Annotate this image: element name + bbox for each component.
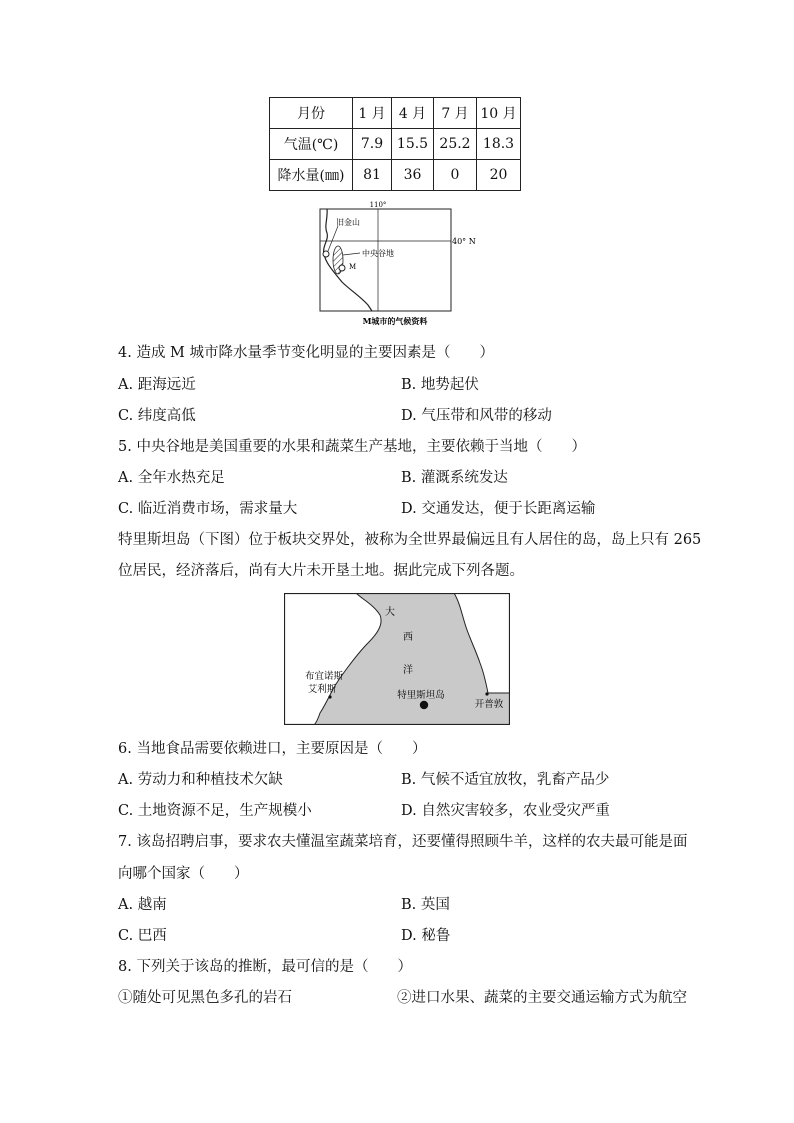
question-8-stem: 8. 下列关于该岛的推断，最可信的是（ ） <box>118 959 412 975</box>
table-header-cell: 1 月 <box>353 98 392 129</box>
question-7-option-b: B. 英国 <box>401 897 450 913</box>
san-francisco-label: 旧金山 <box>336 218 360 227</box>
table-row <box>270 129 521 160</box>
question-8-statement-2: ②进口水果、蔬菜的主要交通运输方式为航空 <box>397 990 687 1006</box>
table-cell: 25.2 <box>434 129 477 160</box>
question-6-option-c: C. 土地资源不足，生产规模小 <box>118 803 312 819</box>
table-cell: 36 <box>392 160 434 191</box>
question-5-option-c: C. 临近消费市场，需求量大 <box>118 501 298 517</box>
question-6-option-b: B. 气候不适宜放牧，乳畜产品少 <box>401 772 610 788</box>
valley-leader-line <box>343 253 360 255</box>
buenos-aires-label-line-1: 布宜诺斯 <box>304 671 344 682</box>
question-8-statement-1: ①随处可见黑色多孔的岩石 <box>118 990 292 1006</box>
table-cell: 81 <box>353 160 392 191</box>
climate-table <box>269 97 521 191</box>
question-6-stem: 6. 当地食品需要依赖进口，主要原因是（ ） <box>118 741 427 757</box>
california-map <box>300 198 490 330</box>
question-7-stem-line-2: 向哪个国家（ ） <box>118 866 249 882</box>
question-7-stem-line-1: 7. 该岛招聘启事，要求农夫懂温室蔬菜培育，还要懂得照顾牛羊，这样的农夫最可能是面 <box>118 834 688 850</box>
intro-line-1: 特里斯坦岛（下图）位于板块交界处，被称为全世界最偏远且有人居住的岛，岛上只有 265 <box>118 532 702 548</box>
question-5-option-b: B. 灌溉系统发达 <box>401 470 508 486</box>
question-5-option-a: A. 全年水热充足 <box>118 470 225 486</box>
central-valley-label: 中央谷地 <box>362 249 394 258</box>
intro-line-2: 位居民，经济落后，尚有大片未开垦土地。据此完成下列各题。 <box>118 563 524 579</box>
san-francisco-marker <box>323 251 329 257</box>
table-header-cell: 月份 <box>270 98 353 129</box>
table-header-cell: 4 月 <box>392 98 434 129</box>
longitude-label: 110° <box>369 201 387 209</box>
question-5-option-d: D. 交通发达，便于长距离运输 <box>401 501 596 517</box>
table-cell: 气温(℃) <box>270 129 353 160</box>
table-cell: 7.9 <box>353 129 392 160</box>
tristan-island-label: 特里斯坦岛 <box>397 690 445 701</box>
table-cell: 降水量(㎜) <box>270 160 353 191</box>
question-7-option-c: C. 巴西 <box>118 928 167 944</box>
question-4-stem: 4. 造成 M 城市降水量季节变化明显的主要因素是（ ） <box>118 345 495 361</box>
question-4-option-a: A. 距海远近 <box>118 377 196 393</box>
city-m-label: M <box>349 263 357 271</box>
question-4-option-d: D. 气压带和风带的移动 <box>401 408 552 424</box>
table-row <box>270 160 521 191</box>
ocean-label-char-1: 大 <box>385 607 395 618</box>
table-header-cell: 10 月 <box>477 98 521 129</box>
latitude-label: 40° N <box>452 237 476 246</box>
table-header-cell: 7 月 <box>434 98 477 129</box>
buenos-aires-marker <box>328 695 331 698</box>
question-4-option-b: B. 地势起伏 <box>401 377 479 393</box>
question-7-option-d: D. 秘鲁 <box>401 928 451 944</box>
question-6-option-d: D. 自然灾害较多，农业受灾严重 <box>401 803 610 819</box>
map-caption: M城市的气候资料 <box>362 316 428 326</box>
table-cell: 18.3 <box>477 129 521 160</box>
question-4-option-c: C. 纬度高低 <box>118 408 196 424</box>
cape-town-marker <box>485 692 488 695</box>
tristan-island-marker <box>420 701 428 709</box>
question-5-stem: 5. 中央谷地是美国重要的水果和蔬菜生产基地，主要依赖于当地（ ） <box>118 439 586 455</box>
city-m-marker <box>339 265 345 271</box>
ocean-label-char-2: 西 <box>403 632 413 643</box>
question-6-option-a: A. 劳动力和种植技术欠缺 <box>118 772 283 788</box>
table-cell: 15.5 <box>392 129 434 160</box>
table-cell: 0 <box>434 160 477 191</box>
ocean-label-char-3: 洋 <box>403 665 413 676</box>
table-cell: 20 <box>477 160 521 191</box>
buenos-aires-label-line-2: 艾利斯 <box>307 684 337 695</box>
question-7-option-a: A. 越南 <box>118 897 167 913</box>
table-header-row <box>270 98 521 129</box>
south-atlantic-map <box>284 593 510 725</box>
cape-town-label: 开普敦 <box>474 699 504 710</box>
